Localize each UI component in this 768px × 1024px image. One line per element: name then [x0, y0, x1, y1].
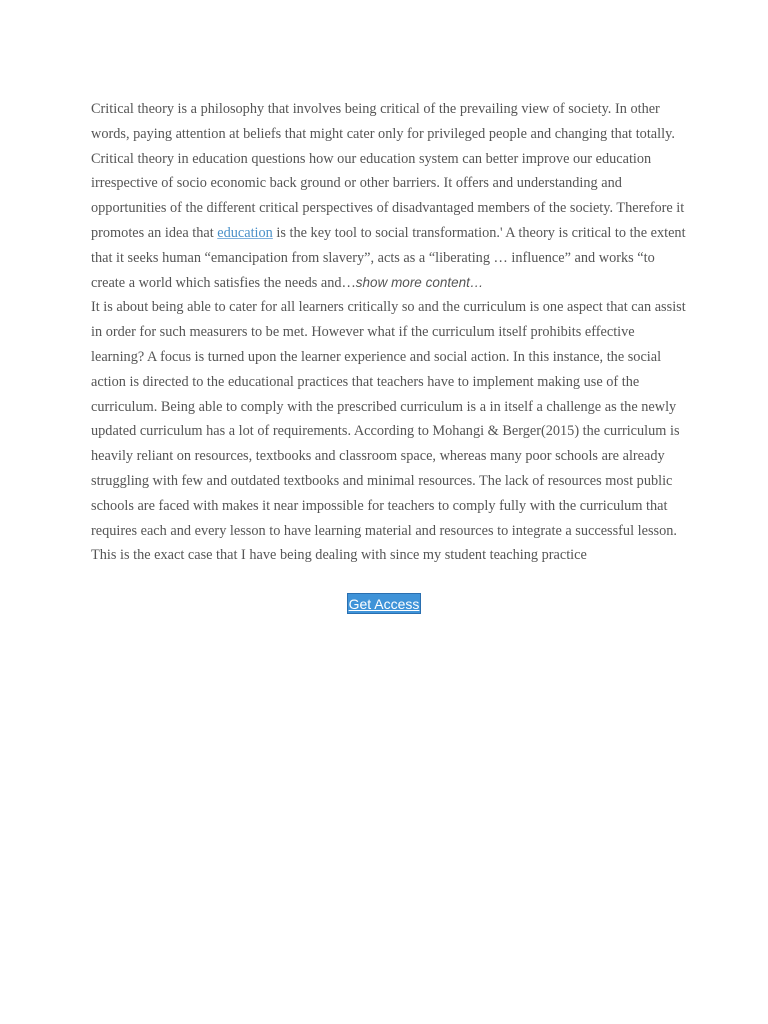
get-access-button[interactable]: Get Access [347, 593, 422, 614]
education-link[interactable]: education [217, 224, 273, 241]
essay-body [91, 97, 691, 568]
essay-paragraph-2: It is about being able to cater for all learners critically so and the curriculum is one aspect that can assist in order for such measurers to be met. However what if the curriculum itself prohibits effective learning? A focus is turned upon the learner experience and social action. In this instance, the social action is directed to the educational practices that teachers have to implement making use of the curriculum. Being able to comply with the prescribed curriculum is a in itself a challenge as the newly updated curriculum has a lot of requirements. According to Mohangi & Berger(2015) the curriculum is heavily reliant on resources, textbooks and classroom space, whereas many poor schools are already struggling with few and outdated textbooks and minimal resources. The lack of resources most public schools are faced with makes it near impossible for teachers to comply fully with the curriculum that requires each and every lesson to have learning material and resources to integrate a successful lesson. This is the exact case that I have being dealing with since my student teaching practice [91, 299, 686, 564]
essay-text-intro: Critical theory is a philosophy that involves being critical of the prevailing view of society. In other words, paying attention at beliefs that might cater only for privileged people and changing that totally. Critical theory in education questions how our education system can better improve our education irrespective of socio economic back ground or other barriers. It offers and understanding and opportunities of the different critical perspectives of disadvantaged members of the society. Therefore it promotes an idea that [91, 101, 685, 241]
essay-paragraph-1 [91, 97, 691, 295]
essay-text-continued: is the key tool to social transformation.' A theory is critical to the extent that it seeks human “emancipation from slavery”, acts as a “liberating … influence” and works “to create a world which satisfies the needs and… [91, 224, 686, 291]
show-more-content: show more content… [355, 274, 484, 290]
cta-container [0, 593, 768, 614]
